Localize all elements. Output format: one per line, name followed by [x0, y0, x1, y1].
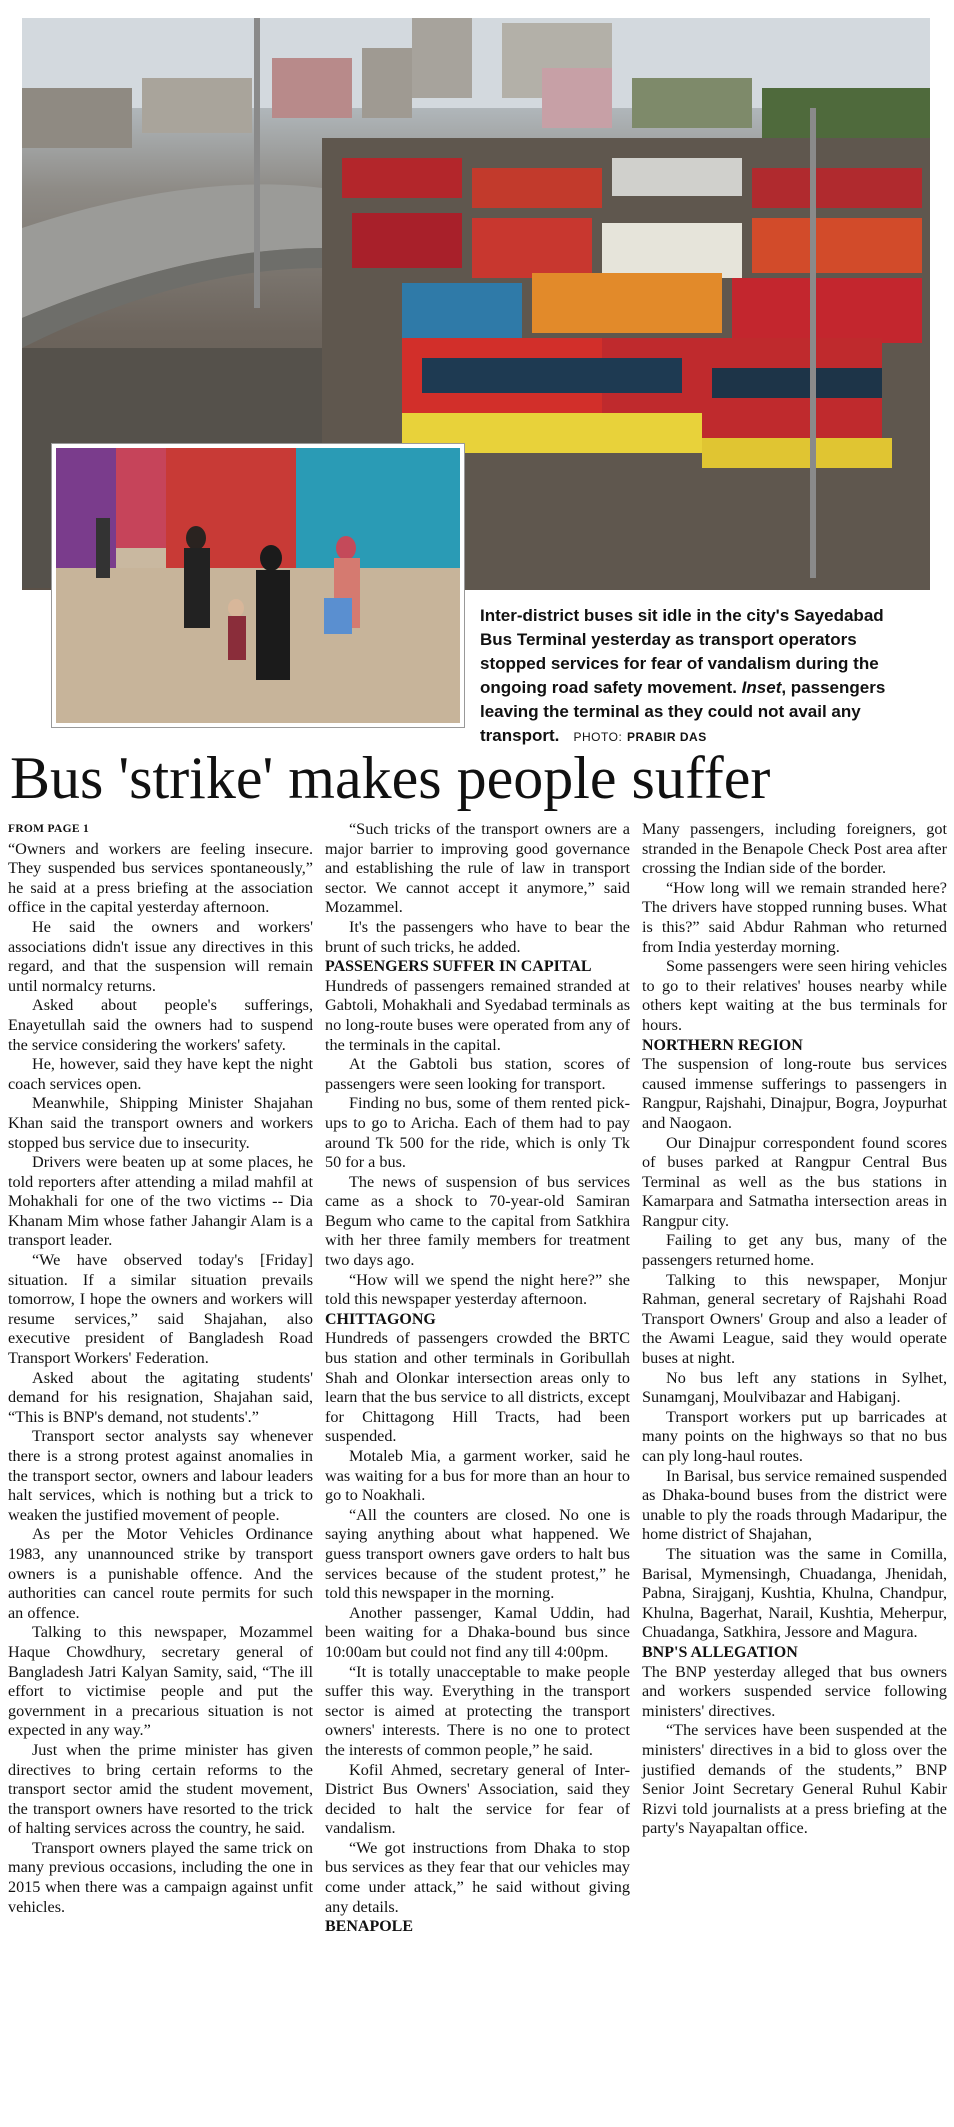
- paragraph: “How long will we remain stranded here? The drivers have stopped running buses. What is this?” said Abdur Rahman who returned from India yesterday morning.: [642, 878, 947, 956]
- paragraph: Hundreds of passengers remained stranded at Gabtoli, Mohakhali and Syedabad terminals as no long-route buses were operated from any of the terminals in the capital.: [325, 976, 630, 1054]
- photo-credit-label: PHOTO:: [573, 730, 623, 744]
- paragraph: Some passengers were seen hiring vehicles to go to their relatives' houses nearby while others kept waiting at the bus terminals for hours.: [642, 957, 947, 1034]
- paragraph: Talking to this newspaper, Monjur Rahman, general secretary of Rajshahi Road Transport Owners' Group and also a leader of the Awami League, said they would operate buses at night.: [642, 1270, 947, 1368]
- paragraph: He, however, said they have kept the night coach services open.: [8, 1055, 313, 1093]
- paragraph: Transport owners played the same trick on many previous occasions, including the one in 2015 when there was a campaign against unfit vehicles.: [8, 1838, 313, 1916]
- article-column-3: [642, 820, 947, 1839]
- paragraph: “Owners and workers are feeling insecure. They suspended bus services spontaneously,” he said at a press briefing at the association office in the capital yesterday afternoon.: [8, 839, 313, 917]
- paragraph: Transport sector analysts say whenever there is a strong protest against anomalies in the transport sector, owners and labour leaders halt services, which is nothing but a trick to weaken the justified movement of people.: [8, 1427, 313, 1524]
- paragraph: “Such tricks of the transport owners are a major barrier to improving good governance and establishing the rule of law in transport sector. We cannot accept it anymore,” said Mozammel.: [325, 820, 630, 917]
- article-column-2: [325, 820, 630, 1937]
- paragraph: It's the passengers who have to bear the brunt of such tricks, he added.: [325, 917, 630, 956]
- from-page-label: FROM PAGE 1: [8, 823, 90, 835]
- paragraph: Meanwhile, Shipping Minister Shajahan Khan said the transport owners and workers stopped bus service due to insecurity.: [8, 1094, 313, 1152]
- photo-caption: [480, 604, 920, 749]
- subheading-bnp-allegation: BNP'S ALLEGATION: [642, 1643, 798, 1661]
- paragraph: Another passenger, Kamal Uddin, had been waiting for a Dhaka-bound bus since 10:00am but could not find any till 4:00pm.: [325, 1603, 630, 1661]
- paragraph: The news of suspension of bus services came as a shock to 70-year-old Samiran Begum who came to the capital from Satkhira with her three family members for treatment two days ago.: [325, 1172, 630, 1270]
- paragraph: Failing to get any bus, many of the passengers returned home.: [642, 1231, 947, 1270]
- article-column-1: [8, 820, 313, 1917]
- paragraph: Finding no bus, some of them rented pick-ups to go to Aricha. Each of them had to pay around Tk 500 for the ride, which is only Tk 50 for a bus.: [325, 1094, 630, 1172]
- subheading-northern-region: NORTHERN REGION: [642, 1036, 803, 1054]
- paragraph: Talking to this newspaper, Mozammel Haque Chowdhury, secretary general of Bangladesh Jatri Kalyan Samity, said, “The ill effort to victimise people and put the government in a precarious situation is not expected in any way.”: [8, 1623, 313, 1740]
- paragraph: “The services have been suspended at the ministers' directives in a bid to gloss over the justified demands of the students,” BNP Senior Joint Secretary General Ruhul Kabir Rizvi told journalists at a press briefing at the party's Nayapaltan office.: [642, 1721, 947, 1838]
- caption-italic: Inset: [741, 678, 782, 697]
- paragraph: Kofil Ahmed, secretary general of Inter-District Bus Owners' Association, said they decided to halt the service for fear of vandalism.: [325, 1760, 630, 1838]
- inset-photo: [52, 444, 464, 727]
- caption-text-continued: , passengers leaving the terminal as they could not avail any transport.: [480, 678, 886, 745]
- paragraph: “It is totally unacceptable to make people suffer this way. Everything in the transport sector is aimed at protecting the transport owners' interests. There is no one to protect the interests of common people,” he said.: [325, 1662, 630, 1759]
- paragraph: The BNP yesterday alleged that bus owners and workers suspended service following ministers' directives.: [642, 1662, 947, 1720]
- paragraph: As per the Motor Vehicles Ordinance 1983, any unannounced strike by transport owners is a punishable offence. And the authorities can cancel route permits for such an offence.: [8, 1525, 313, 1622]
- paragraph: In Barisal, bus service remained suspended as Dhaka-bound buses from the district were unable to ply the roads through Madaripur, the home district of Shajahan,: [642, 1466, 947, 1544]
- paragraph: The situation was the same in Comilla, Barisal, Mymensingh, Chuadanga, Jhenidah, Pabna, Sirajganj, Kushtia, Khulna, Chandpur, Khulna, Bagerhat, Narail, Kushtia, Meherpur, Chuadanga, Satkhira, Jessore and Magura.: [642, 1544, 947, 1642]
- paragraph: Asked about people's sufferings, Enayetullah said the owners had to suspend the service considering the workers' safety.: [8, 996, 313, 1054]
- paragraph: Motaleb Mia, a garment worker, said he was waiting for a bus for more than an hour to go to Noakhali.: [325, 1447, 630, 1505]
- paragraph: Asked about the agitating students' demand for his resignation, Shajahan said, “This is BNP's demand, not students'.”: [8, 1368, 313, 1426]
- paragraph: Just when the prime minister has given directives to bring certain reforms to the transport sector amid the student movement, the transport owners have resorted to the trick of halting services across the country, he said.: [8, 1740, 313, 1838]
- subheading-chittagong: CHITTAGONG: [325, 1310, 436, 1328]
- paragraph: “We have observed today's [Friday] situation. If a similar situation prevails tomorrow, I hope the owners and workers will resume services,” said Shajahan, also executive president of Bangladesh Road Transport Workers' Federation.: [8, 1251, 313, 1368]
- subheading-benapole: BENAPOLE: [325, 1918, 414, 1936]
- paragraph: Many passengers, including foreigners, got stranded in the Benapole Check Post area after crossing the Indian side of the border.: [642, 820, 947, 878]
- paragraph: Drivers were beaten up at some places, he told reporters after attending a milad mahfil at Mohakhali for one of the two victims -- Dia Khanam Mim whose father Jahangir Alam is a transport leader.: [8, 1153, 313, 1250]
- paragraph: Transport workers put up barricades at many points on the highways so that no bus can ply long-haul routes.: [642, 1407, 947, 1465]
- paragraph: “We got instructions from Dhaka to stop bus services as they fear that our vehicles may come under attack,” he said without giving any details.: [325, 1838, 630, 1916]
- paragraph: At the Gabtoli bus station, scores of passengers were seen looking for transport.: [325, 1055, 630, 1093]
- paragraph: “How will we spend the night here?” she told this newspaper yesterday afternoon.: [325, 1270, 630, 1309]
- caption-text: Inter-district buses sit idle in the city's Sayedabad Bus Terminal yesterday as transport operators stopped services for fear of vandalism during the ongoing road safety movement.: [480, 606, 884, 697]
- paragraph: The suspension of long-route bus services caused immense sufferings to passengers in Rangpur, Rajshahi, Dinajpur, Bogra, Joypurhat and Naogaon.: [642, 1055, 947, 1132]
- headline: Bus 'strike' makes people suffer: [10, 745, 771, 811]
- paragraph: Our Dinajpur correspondent found scores of buses parked at Rangpur Central Bus Terminal as well as the bus stations in Kamarpara and Satmatha intersection areas in Rangpur city.: [642, 1133, 947, 1230]
- paragraph: No bus left any stations in Sylhet, Sunamganj, Moulvibazar and Habiganj.: [642, 1368, 947, 1407]
- subheading-capital: PASSENGERS SUFFER IN CAPITAL: [325, 958, 592, 976]
- passengers-illustration: [56, 448, 460, 723]
- paragraph: Hundreds of passengers crowded the BRTC bus station and other terminals in Goribullah Shah and Olonkar intersection areas only to learn that the bus service to all districts, except for Chittagong Hill Tracts, had been suspended.: [325, 1329, 630, 1446]
- photo-credit-name: PRABIR DAS: [627, 730, 707, 744]
- paragraph: He said the owners and workers' associations didn't issue any directives in this regard, and that the suspension will remain until normalcy returns.: [8, 917, 313, 995]
- paragraph: “All the counters are closed. No one is saying anything about what happened. We guess transport owners gave orders to halt bus services because of the student protest,” he told this newspaper in the morning.: [325, 1505, 630, 1603]
